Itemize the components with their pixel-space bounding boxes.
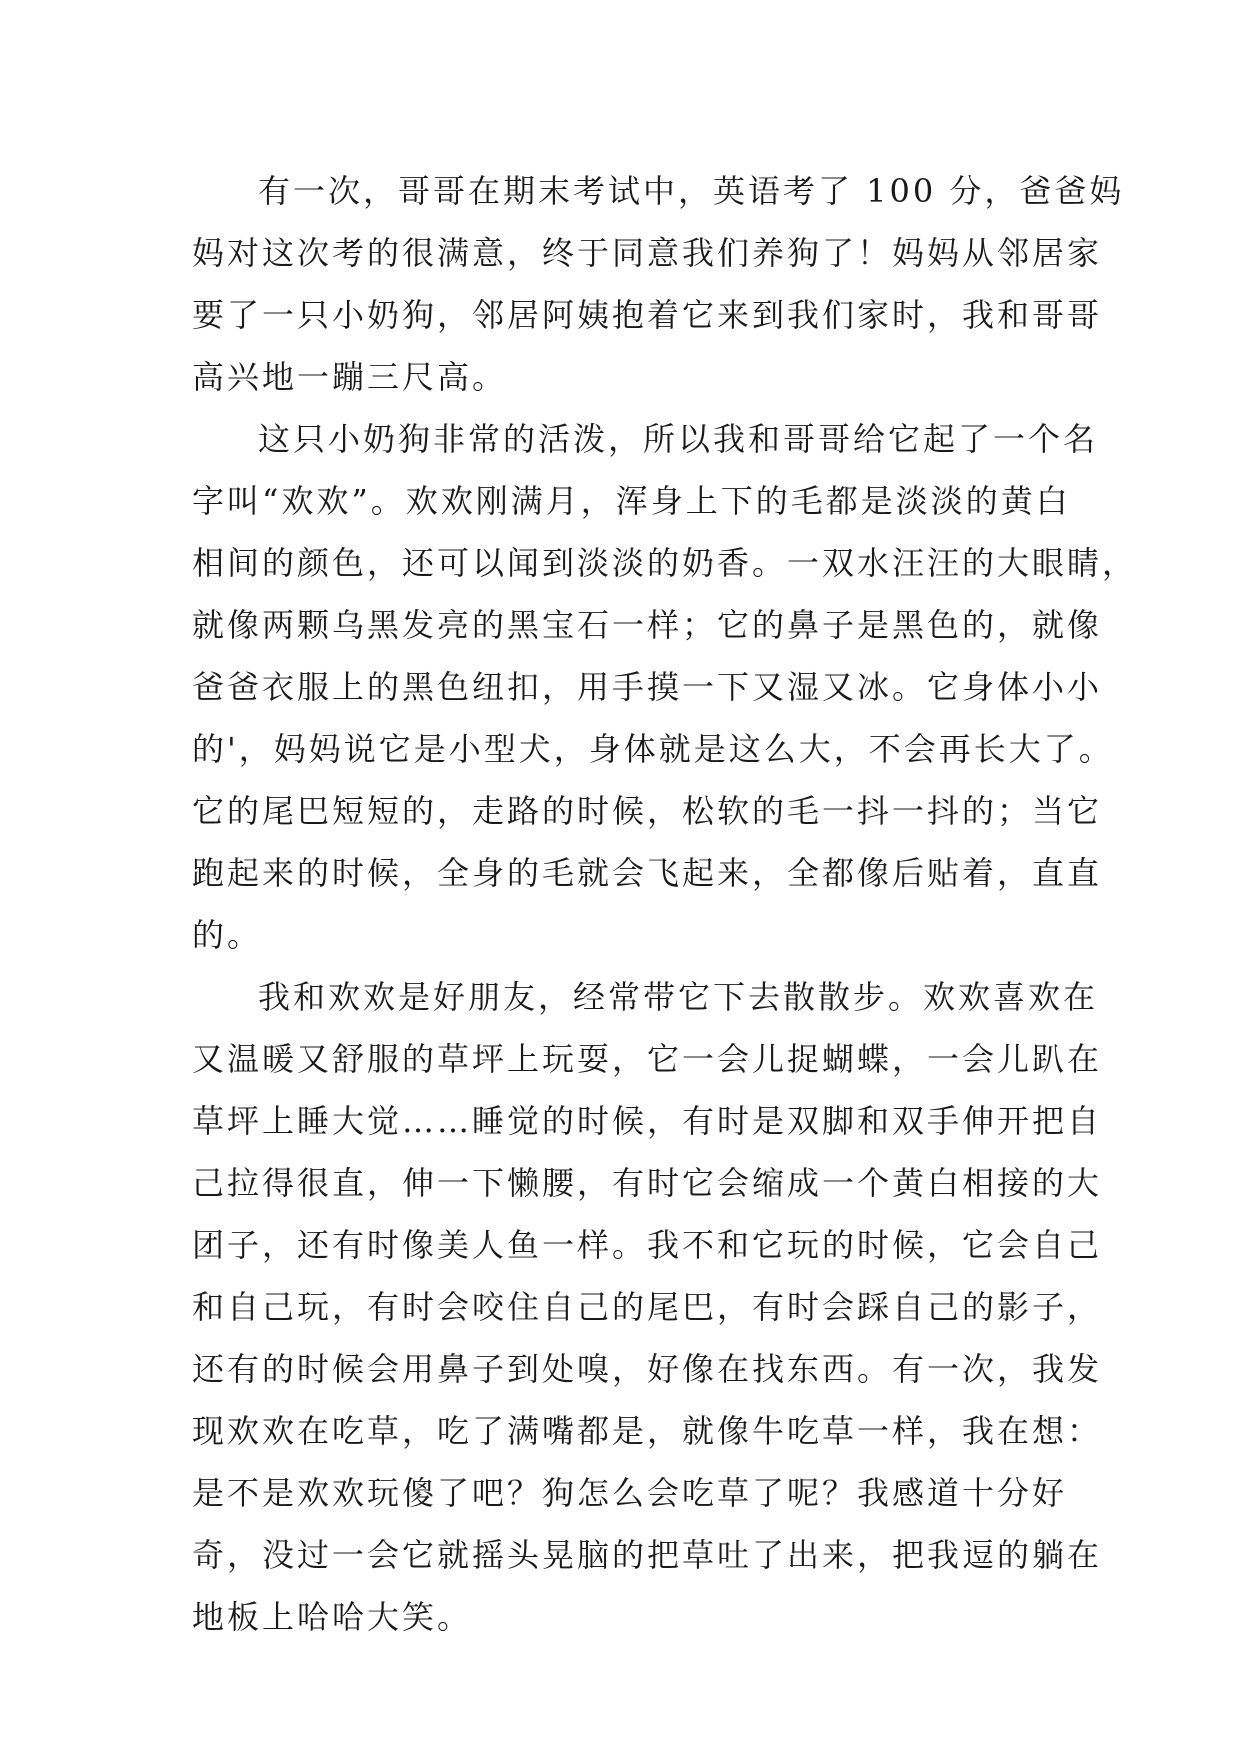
paragraph-line: 的。 [192, 916, 263, 954]
paragraph-line: 是不是欢欢玩傻了吧？狗怎么会吃草了呢？我感道十分好 [192, 1474, 1068, 1512]
paragraph-line: 和自己玩，有时会咬住自己的尾巴，有时会踩自己的影子， [192, 1288, 1103, 1326]
paragraph-line: 就像两颗乌黑发亮的黑宝石一样；它的鼻子是黑色的，就像 [192, 606, 1103, 644]
paragraph-2 [192, 408, 1138, 966]
paragraph-line: 团子，还有时像美人鱼一样。我不和它玩的时候，它会自己 [192, 1226, 1103, 1264]
paragraph-line: 高兴地一蹦三尺高。 [192, 358, 508, 396]
paragraph-line: 这只小奶狗非常的活泼，所以我和哥哥给它起了一个名 [258, 420, 1099, 458]
paragraph-1 [192, 160, 1125, 408]
paragraph-line: 己拉得很直，伸一下懒腰，有时它会缩成一个黄白相接的大 [192, 1164, 1103, 1202]
paragraph-3 [192, 966, 1103, 1648]
paragraph-line: 跑起来的时候，全身的毛就会飞起来，全都像后贴着，直直 [192, 854, 1103, 892]
paragraph-line: 它的尾巴短短的，走路的时候，松软的毛一抖一抖的；当它 [192, 792, 1103, 830]
paragraph-line: 爸爸衣服上的黑色纽扣，用手摸一下又湿又冰。它身体小小 [192, 668, 1103, 706]
paragraph-line: 还有的时候会用鼻子到处嗅，好像在找东西。有一次，我发 [192, 1350, 1103, 1388]
paragraph-line: 字叫“欢欢”。欢欢刚满月，浑身上下的毛都是淡淡的黄白 [192, 482, 1071, 520]
paragraph-line: 要了一只小奶狗，邻居阿姨抱着它来到我们家时，我和哥哥 [192, 296, 1103, 334]
paragraph-line: 我和欢欢是好朋友，经常带它下去散散步。欢欢喜欢在 [258, 978, 1099, 1016]
paragraph-line: 有一次，哥哥在期末考试中，英语考了 100 分，爸爸妈 [258, 172, 1125, 210]
paragraph-line: 妈对这次考的很满意，终于同意我们养狗了！妈妈从邻居家 [192, 234, 1103, 272]
paragraph-line: 草坪上睡大觉……睡觉的时候，有时是双脚和双手伸开把自 [192, 1102, 1103, 1140]
paragraph-line: 相间的颜色，还可以闻到淡淡的奶香。一双水汪汪的大眼睛， [192, 544, 1138, 582]
paragraph-line: 现欢欢在吃草，吃了满嘴都是，就像牛吃草一样，我在想： [192, 1412, 1103, 1450]
paragraph-line: 又温暖又舒服的草坪上玩耍，它一会儿捉蝴蝶，一会儿趴在 [192, 1040, 1103, 1078]
paragraph-line: 奇，没过一会它就摇头晃脑的把草吐了出来，把我逗的躺在 [192, 1536, 1103, 1574]
document-body [192, 160, 1138, 1648]
paragraph-line: 地板上哈哈大笑。 [192, 1598, 473, 1636]
paragraph-line: 的'，妈妈说它是小型犬，身体就是这么大，不会再长大了。 [192, 730, 1114, 768]
